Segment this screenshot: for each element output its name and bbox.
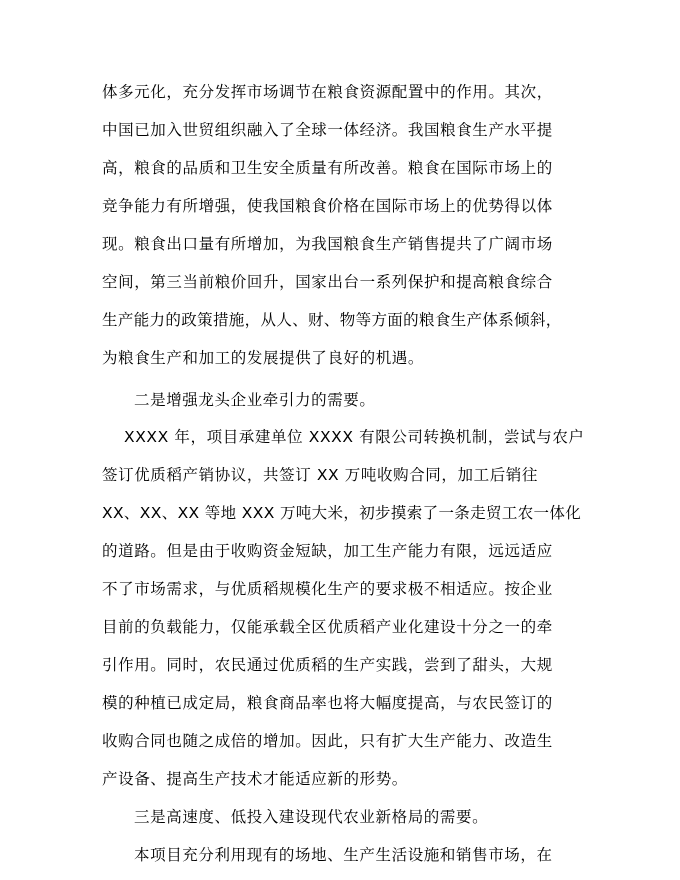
text-line: 模的种植已成定局，粮食商品率也将大幅度提高，与农民签订的 xyxy=(102,694,553,712)
section-heading: 三是高速度、低投入建设现代农业新格局的需要。 xyxy=(134,808,489,826)
text-line: 的道路。但是由于收购资金短缺，加工生产能力有限，远远适应 xyxy=(102,542,553,560)
text-line: 现。粮食出口量有所增加，为我国粮食生产销售提共了广阔市场 xyxy=(102,235,553,253)
text-line: 产设备、提高生产技术才能适应新的形势。 xyxy=(102,770,408,788)
text-line: XXXX 年，项目承建单位 XXXX 有限公司转换机制，尝试与农户 xyxy=(124,428,585,446)
text-line: 空间，第三当前粮价回升，国家出台一系列保护和提高粮食综合 xyxy=(102,273,553,291)
text-line: 签订优质稻产销协议，共签订 XX 万吨收购合同，加工后销往 xyxy=(102,466,538,484)
text-line: 高，粮食的品质和卫生安全质量有所改善。粮食在国际市场上的 xyxy=(102,159,553,177)
text-line: 生产能力的政策措施，从人、财、物等方面的粮食生产体系倾斜， xyxy=(102,311,562,329)
text-line: 不了市场需求，与优质稻规模化生产的要求极不相适应。按企业 xyxy=(102,580,553,598)
text-line: 引作用。同时，农民通过优质稻的生产实践，尝到了甜头，大规 xyxy=(102,656,553,674)
section-heading: 二是增强龙头企业牵引力的需要。 xyxy=(134,391,376,409)
text-line: XX、XX、XX 等地 XXX 万吨大米，初步摸索了一条走贸工农一体化 xyxy=(102,504,582,522)
text-line: 竞争能力有所增强，使我国粮食价格在国际市场上的优势得以体 xyxy=(102,197,553,215)
text-line: 本项目充分利用现有的场地、生产生活设施和销售市场，在 xyxy=(134,846,553,864)
text-line: 为粮食生产和加工的发展提供了良好的机遇。 xyxy=(102,349,425,367)
text-line: 中国已加入世贸组织融入了全球一体经济。我国粮食生产水平提 xyxy=(102,121,553,139)
text-line: 目前的负载能力，仅能承载全区优质稻产业化建设十分之一的牵 xyxy=(102,618,553,636)
text-line: 收购合同也随之成倍的增加。因此，只有扩大生产能力、改造生 xyxy=(102,732,553,750)
text-line: 体多元化，充分发挥市场调节在粮食资源配置中的作用。其次， xyxy=(102,83,553,101)
